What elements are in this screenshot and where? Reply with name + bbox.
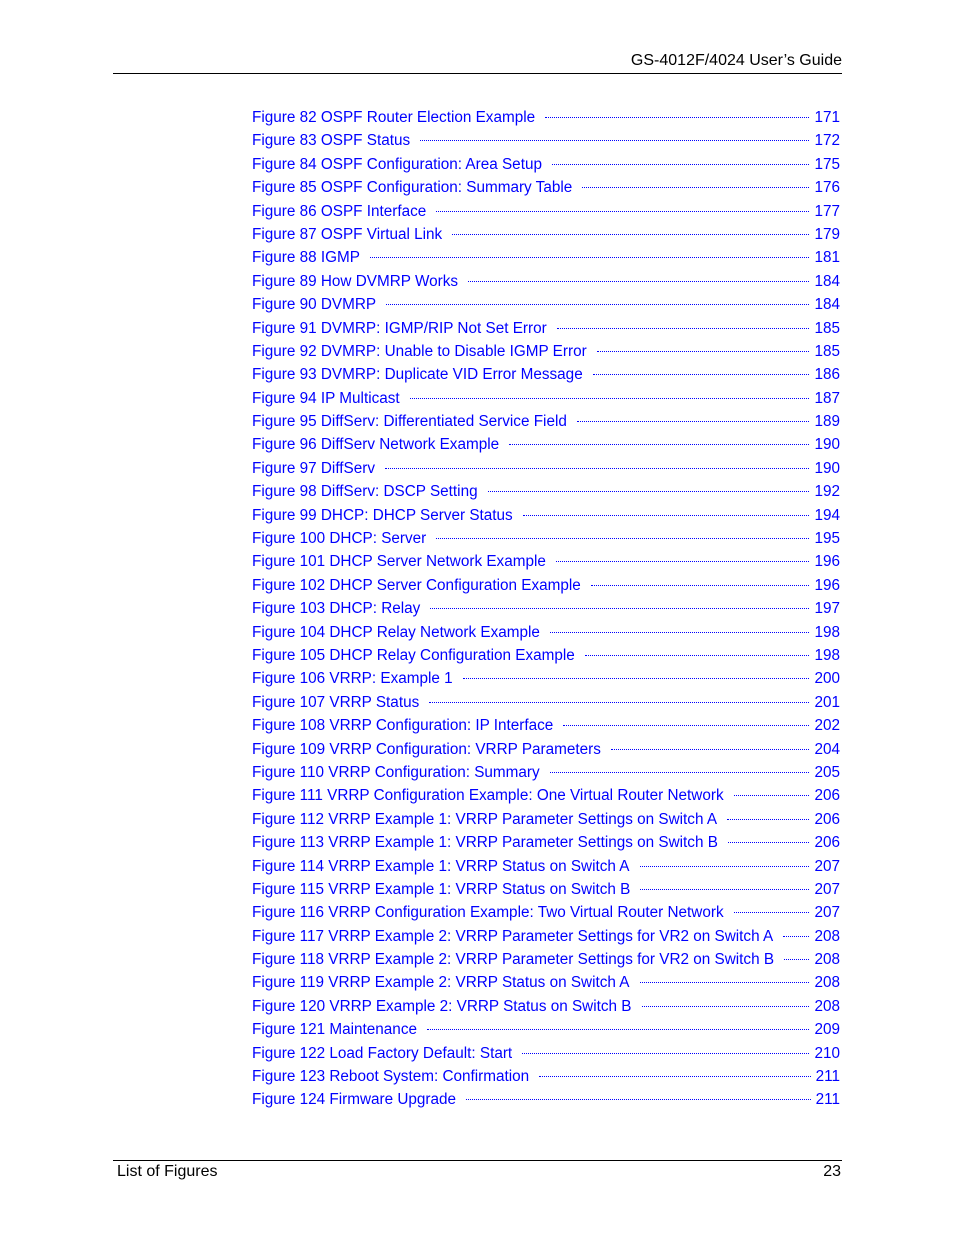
toc-entry-label: Figure 122 Load Factory Default: Start	[252, 1044, 513, 1062]
toc-entry-page: 196	[814, 553, 840, 571]
toc-entry-label: Figure 107 VRRP Status	[252, 693, 420, 711]
toc-entry-page: 181	[814, 249, 840, 267]
toc-entry-page: 205	[814, 763, 840, 781]
toc-entry[interactable]	[252, 106, 840, 129]
dot-leader	[523, 515, 810, 516]
header-rule	[113, 73, 842, 74]
dot-leader	[585, 655, 810, 656]
toc-entry-page: 208	[814, 974, 840, 992]
toc-entry-label: Figure 124 Firmware Upgrade	[252, 1091, 457, 1109]
toc-entry-label: Figure 93 DVMRP: Duplicate VID Error Message	[252, 366, 583, 384]
toc-entry[interactable]	[252, 527, 840, 550]
dot-leader	[385, 468, 809, 469]
toc-entry-label: Figure 120 VRRP Example 2: VRRP Status on Switch B	[252, 997, 632, 1015]
toc-entry-label: Figure 82 OSPF Router Election Example	[252, 109, 536, 126]
toc-entry-page: 211	[815, 1091, 840, 1109]
toc-entry[interactable]	[252, 597, 840, 620]
toc-entry[interactable]	[252, 200, 840, 223]
dot-leader	[427, 1029, 809, 1030]
toc-entry[interactable]	[252, 410, 840, 433]
toc-entry-page: 200	[814, 670, 840, 688]
toc-entry-label: Figure 111 VRRP Configuration Example: One Virtual Router Network	[252, 787, 724, 805]
dot-leader	[429, 702, 809, 703]
toc-entry-label: Figure 117 VRRP Example 2: VRRP Parameter Settings for VR2 on Switch A	[252, 927, 774, 945]
toc-entry-page: 209	[814, 1021, 840, 1039]
toc-entry[interactable]	[252, 761, 840, 784]
list-of-figures	[252, 106, 840, 1112]
toc-entry-label: Figure 121 Maintenance	[252, 1021, 417, 1039]
dot-leader	[545, 117, 809, 118]
dot-leader	[463, 678, 810, 679]
dot-leader	[436, 211, 809, 212]
toc-entry[interactable]	[252, 995, 840, 1018]
dot-leader	[522, 1053, 809, 1054]
dot-leader	[611, 749, 810, 750]
toc-entry-label: Figure 92 DVMRP: Unable to Disable IGMP Error	[252, 342, 587, 360]
toc-entry-label: Figure 85 OSPF Configuration: Summary Table	[252, 179, 573, 197]
toc-entry[interactable]	[252, 387, 840, 410]
toc-entry[interactable]	[252, 901, 840, 924]
toc-entry[interactable]	[252, 971, 840, 994]
toc-entry-page: 201	[814, 693, 840, 711]
toc-entry[interactable]	[252, 948, 840, 971]
toc-entry[interactable]	[252, 574, 840, 597]
toc-entry-label: Figure 114 VRRP Example 1: VRRP Status on Switch A	[252, 857, 630, 875]
toc-entry[interactable]	[252, 293, 840, 316]
toc-entry-label: Figure 83 OSPF Status	[252, 132, 411, 150]
toc-entry-label: Figure 87 OSPF Virtual Link	[252, 225, 443, 243]
toc-entry-label: Figure 89 How DVMRP Works	[252, 272, 458, 290]
dot-leader	[582, 187, 809, 188]
toc-entry-page: 208	[814, 997, 840, 1015]
toc-entry-label: Figure 104 DHCP Relay Network Example	[252, 623, 540, 641]
toc-entry-page: 172	[814, 132, 840, 150]
toc-entry-label: Figure 100 DHCP: Server	[252, 530, 427, 548]
toc-entry[interactable]	[252, 153, 840, 176]
dot-leader	[640, 889, 809, 890]
toc-entry[interactable]	[252, 317, 840, 340]
toc-entry-label: Figure 110 VRRP Configuration: Summary	[252, 763, 540, 781]
dot-leader	[728, 842, 810, 843]
dot-leader	[509, 444, 809, 445]
toc-entry[interactable]	[252, 433, 840, 456]
toc-entry-page: 207	[814, 857, 840, 875]
toc-entry[interactable]	[252, 480, 840, 503]
dot-leader	[488, 491, 810, 492]
toc-entry-label: Figure 123 Reboot System: Confirmation	[252, 1068, 530, 1086]
running-header-title: GS-4012F/4024 User’s Guide	[630, 52, 842, 69]
dot-leader	[734, 912, 810, 913]
toc-entry-label: Figure 91 DVMRP: IGMP/RIP Not Set Error	[252, 319, 547, 337]
toc-entry[interactable]	[252, 363, 840, 386]
toc-entry-label: Figure 99 DHCP: DHCP Server Status	[252, 506, 513, 524]
toc-entry[interactable]	[252, 691, 840, 714]
toc-entry-page: 206	[814, 810, 840, 828]
dot-leader	[386, 304, 809, 305]
dot-leader	[640, 982, 810, 983]
toc-entry[interactable]	[252, 246, 840, 269]
toc-entry-page: 189	[814, 413, 840, 431]
dot-leader	[557, 328, 810, 329]
toc-entry-page: 198	[814, 646, 840, 664]
toc-entry-label: Figure 84 OSPF Configuration: Area Setup	[252, 155, 542, 173]
toc-entry[interactable]	[252, 644, 840, 667]
toc-entry-page: 185	[814, 342, 840, 360]
toc-entry-label: Figure 118 VRRP Example 2: VRRP Parameter Settings for VR2 on Switch B	[252, 951, 775, 969]
dot-leader	[420, 140, 809, 141]
dot-leader	[539, 1076, 810, 1077]
toc-entry-label: Figure 113 VRRP Example 1: VRRP Parameter Settings on Switch B	[252, 834, 718, 852]
dot-leader	[370, 257, 810, 258]
toc-entry-page: 187	[814, 389, 840, 407]
toc-entry[interactable]	[252, 340, 840, 363]
toc-entry-page: 211	[815, 1068, 840, 1086]
toc-entry-page: 198	[814, 623, 840, 641]
toc-entry-label: Figure 98 DiffServ: DSCP Setting	[252, 483, 478, 501]
toc-entry-page: 202	[814, 717, 840, 735]
toc-entry[interactable]	[252, 270, 840, 293]
toc-entry-page: 192	[814, 483, 840, 501]
toc-entry[interactable]	[252, 738, 840, 761]
toc-entry[interactable]	[252, 457, 840, 480]
toc-entry-label: Figure 96 DiffServ Network Example	[252, 436, 500, 454]
toc-entry-page: 208	[814, 951, 840, 969]
toc-entry-label: Figure 106 VRRP: Example 1	[252, 670, 453, 688]
toc-entry[interactable]	[252, 784, 840, 807]
toc-entry-label: Figure 90 DVMRP	[252, 296, 377, 314]
toc-entry[interactable]	[252, 808, 840, 831]
toc-entry[interactable]	[252, 223, 840, 246]
toc-entry-page: 208	[814, 927, 840, 945]
toc-entry-label: Figure 103 DHCP: Relay	[252, 600, 421, 618]
toc-entry-page: 177	[814, 202, 840, 220]
toc-entry[interactable]	[252, 129, 840, 152]
toc-entry[interactable]	[252, 1018, 840, 1041]
dot-leader	[577, 421, 810, 422]
toc-entry-page: 190	[814, 436, 840, 454]
toc-entry-page: 195	[814, 530, 840, 548]
dot-leader	[642, 1006, 810, 1007]
toc-entry-label: Figure 94 IP Multicast	[252, 389, 400, 407]
toc-entry-page: 171	[814, 109, 840, 126]
dot-leader	[410, 398, 810, 399]
toc-entry[interactable]	[252, 855, 840, 878]
dot-leader	[783, 936, 809, 937]
toc-entry[interactable]	[252, 1065, 840, 1088]
toc-entry-label: Figure 109 VRRP Configuration: VRRP Parameters	[252, 740, 601, 758]
toc-entry-page: 184	[814, 272, 840, 290]
toc-entry-page: 204	[814, 740, 840, 758]
toc-entry-label: Figure 108 VRRP Configuration: IP Interface	[252, 717, 554, 735]
toc-entry-page: 179	[814, 225, 840, 243]
dot-leader	[550, 632, 810, 633]
toc-entry-page: 206	[814, 787, 840, 805]
toc-entry-page: 196	[814, 576, 840, 594]
dot-leader	[436, 538, 809, 539]
toc-entry-label: Figure 95 DiffServ: Differentiated Service Field	[252, 413, 567, 431]
toc-entry[interactable]	[252, 1042, 840, 1065]
toc-entry-label: Figure 102 DHCP Server Configuration Example	[252, 576, 581, 594]
dot-leader	[430, 608, 809, 609]
toc-entry-page: 184	[814, 296, 840, 314]
dot-leader	[591, 585, 810, 586]
toc-entry-page: 207	[814, 880, 840, 898]
toc-entry-label: Figure 112 VRRP Example 1: VRRP Parameter Settings on Switch A	[252, 810, 718, 828]
footer-rule	[113, 1160, 842, 1161]
toc-entry[interactable]	[252, 667, 840, 690]
toc-entry-label: Figure 97 DiffServ	[252, 459, 375, 477]
toc-entry[interactable]	[252, 621, 840, 644]
toc-entry-label: Figure 101 DHCP Server Network Example	[252, 553, 546, 571]
dot-leader	[466, 1099, 811, 1100]
toc-entry-page: 210	[814, 1044, 840, 1062]
footer-page-number: 23	[823, 1163, 841, 1180]
toc-entry-label: Figure 88 IGMP	[252, 249, 360, 267]
dot-leader	[563, 725, 809, 726]
toc-entry-label: Figure 116 VRRP Configuration Example: Two Virtual Router Network	[252, 904, 724, 922]
toc-entry[interactable]	[252, 504, 840, 527]
dot-leader	[552, 164, 810, 165]
toc-entry[interactable]	[252, 925, 840, 948]
toc-entry-page: 190	[814, 459, 840, 477]
toc-entry-page: 197	[814, 600, 840, 618]
dot-leader	[550, 772, 810, 773]
toc-entry[interactable]	[252, 1088, 840, 1111]
toc-entry-page: 176	[814, 179, 840, 197]
toc-entry[interactable]	[252, 878, 840, 901]
dot-leader	[784, 959, 809, 960]
dot-leader	[597, 351, 810, 352]
toc-entry[interactable]	[252, 550, 840, 573]
toc-entry[interactable]	[252, 176, 840, 199]
toc-entry-label: Figure 115 VRRP Example 1: VRRP Status on Switch B	[252, 880, 631, 898]
toc-entry-page: 185	[814, 319, 840, 337]
toc-entry-page: 207	[814, 904, 840, 922]
footer-section-title: List of Figures	[117, 1163, 218, 1180]
dot-leader	[468, 281, 809, 282]
dot-leader	[556, 561, 810, 562]
dot-leader	[593, 374, 810, 375]
toc-entry-label: Figure 105 DHCP Relay Configuration Example	[252, 646, 575, 664]
dot-leader	[640, 866, 810, 867]
toc-entry[interactable]	[252, 831, 840, 854]
dot-leader	[734, 795, 810, 796]
toc-entry-label: Figure 119 VRRP Example 2: VRRP Status on Switch A	[252, 974, 630, 992]
dot-leader	[727, 819, 809, 820]
toc-entry-page: 194	[814, 506, 840, 524]
dot-leader	[452, 234, 809, 235]
toc-entry[interactable]	[252, 714, 840, 737]
toc-entry-page: 186	[814, 366, 840, 384]
toc-entry-page: 206	[814, 834, 840, 852]
toc-entry-page: 175	[814, 155, 840, 173]
toc-entry-label: Figure 86 OSPF Interface	[252, 202, 427, 220]
